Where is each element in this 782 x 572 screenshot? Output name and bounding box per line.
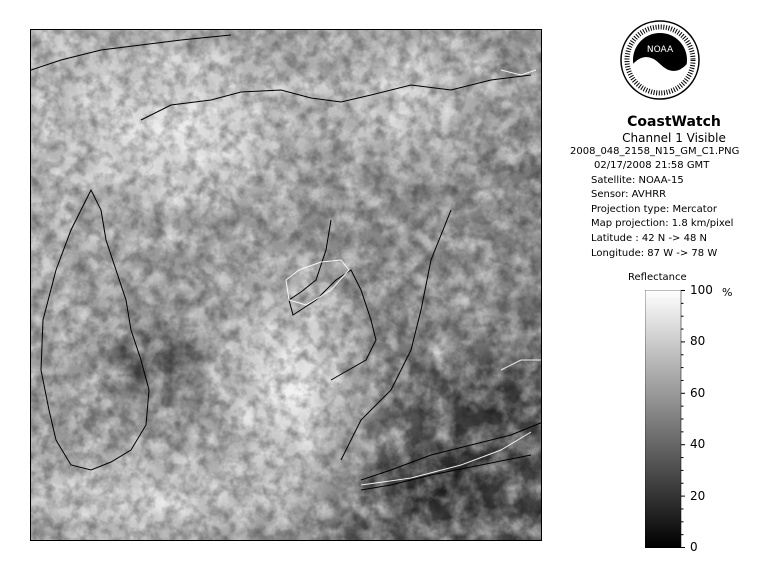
colorbar-tick-label: 20 [690, 488, 706, 503]
longitude-label: Longitude: 87 W -> 78 W [591, 247, 718, 259]
projection-type-label: Projection type: Mercator [591, 203, 717, 215]
noaa-logo [620, 20, 700, 100]
map-projection-label: Map projection: 1.8 km/pixel [591, 218, 734, 230]
colorbar-gradient [645, 290, 681, 548]
channel-subtitle: Channel 1 Visible [622, 131, 726, 145]
reflectance-colorbar [645, 290, 685, 548]
satellite-label: Satellite: NOAA-15 [591, 174, 684, 186]
colorbar-tick-label: 0 [690, 540, 698, 554]
filename-label: 2008_048_2158_N15_GM_C1.PNG [570, 146, 740, 157]
colorbar-label: Reflectance [628, 272, 687, 283]
sensor-label: Sensor: AVHRR [591, 189, 667, 201]
noaa-logo-text: NOAA [646, 45, 674, 55]
colorbar-tick-label: 80 [690, 334, 706, 349]
colorbar-tick-label: 60 [690, 385, 706, 400]
colorbar-tick-label: 100 [690, 283, 713, 297]
latitude-label: Latitude : 42 N -> 48 N [591, 232, 707, 244]
colorbar-unit: % [722, 286, 733, 299]
colorbar-tick-label: 40 [690, 437, 706, 452]
datetime-label: 02/17/2008 21:58 GMT [594, 160, 710, 171]
info-panel [568, 114, 768, 261]
satellite-image [30, 29, 542, 541]
coastline-overlay [31, 30, 542, 541]
coastwatch-title: CoastWatch [627, 114, 721, 130]
